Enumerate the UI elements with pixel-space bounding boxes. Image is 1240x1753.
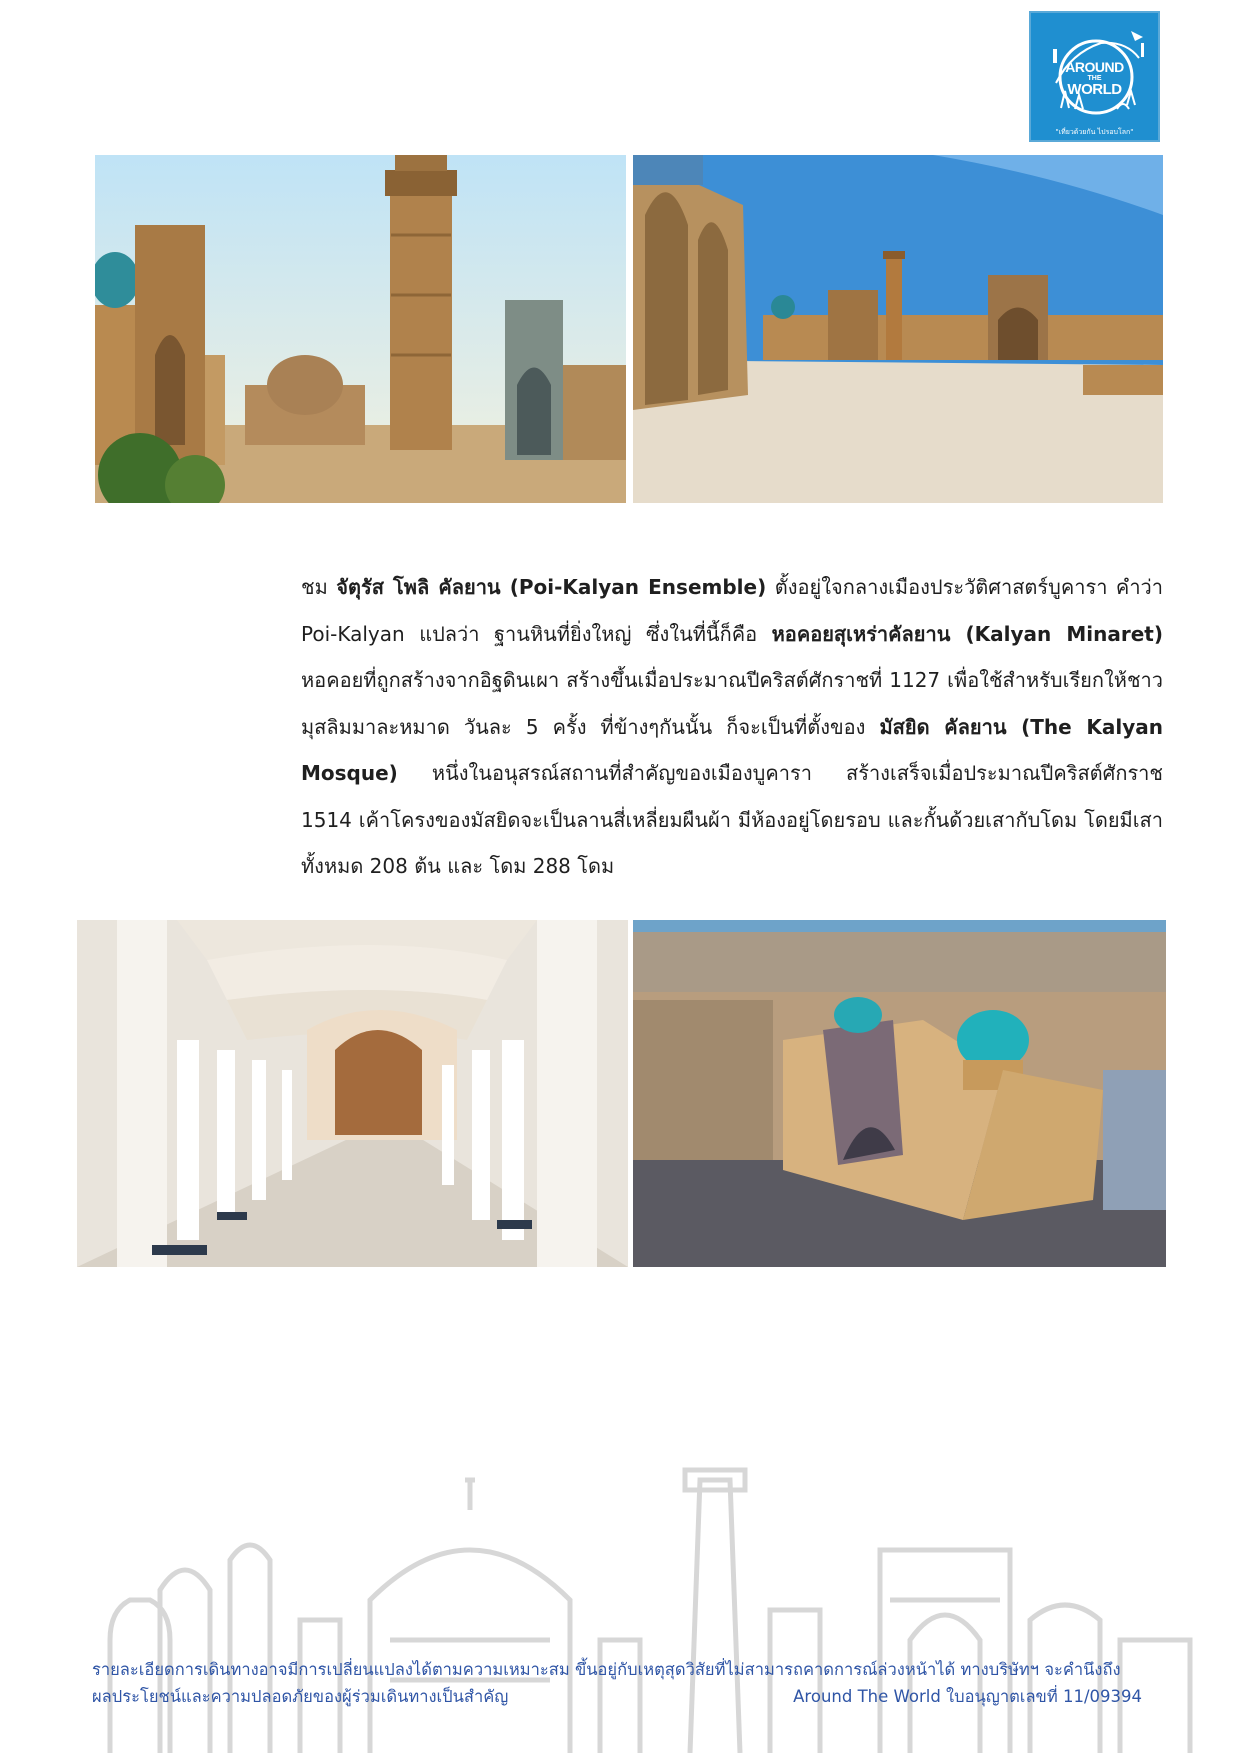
text-run: หอคอยที่ถูกสร้างจากอิฐดินเผา สร้างขึ้นเมื่อประมาณปีคริสต์ศักราชที่ 1127 เพื่อใช้สำหรับเรียกให้ชาวมุสลิมมาละหมาด วันละ 5 ครั้ง ที่ข้างๆกันนั้น ก็จะเป็นที่ตั้งของ	[301, 668, 1163, 739]
description-paragraph	[301, 564, 1163, 890]
footer-line2	[92, 1684, 1142, 1710]
logo-text-world: WORLD	[1067, 81, 1122, 98]
logo-text-the: THE	[1087, 75, 1102, 82]
photo-aerial-madrasa	[633, 920, 1166, 1267]
footer-disclaimer-line2: ผลประโยชน์และความปลอดภัยของผู้ร่วมเดินทางเป็นสำคัญ	[92, 1687, 509, 1706]
text-run: ชม	[301, 575, 337, 599]
kalyan-minaret-name: หอคอยสุเหร่าคัลยาน (Kalyan Minaret)	[771, 621, 1163, 646]
photo-poi-kalyan-square	[95, 155, 626, 503]
footer-license: Around The World ใบอนุญาตเลขที่ 11/09394	[793, 1687, 1142, 1706]
footer-disclaimer-line1: รายละเอียดการเดินทางอาจมีการเปลี่ยนแปลงได้ตามความเหมาะสม ขึ้นอยู่กับเหตุสุดวิสัยที่ไม่สามารถคาดการณ์ล่วงหน้าได้ ทางบริษัทฯ จะคำนึงถึง	[92, 1660, 1121, 1679]
logo-slogan: "เที่ยวด้วยกัน ไปรอบโลก"	[1055, 128, 1134, 136]
logo-text-around: AROUND	[1065, 59, 1124, 75]
poi-kalyan-name: จัตุรัส โพลิ คัลยาน (Poi-Kalyan Ensemble)	[336, 575, 767, 599]
company-logo	[1029, 11, 1160, 142]
kalyan-mosque-name: มัสยิด คัลยาน (The Kalyan Mosque)	[301, 714, 1163, 785]
text-run: หนึ่งในอนุสรณ์สถานที่สำคัญของเมืองบูคารา สร้างเสร็จเมื่อประมาณปีคริสต์ศักราช 1514 เค้าโครงของมัสยิดจะเป็นลานสี่เหลี่ยมผืนผ้า มีห้องอยู่โดยรอบ และกั้นด้วยเสากับโดม โดยมีเสาทั้งหมด 208 ต้น และ โดม 288 โดม	[301, 761, 1163, 878]
photo-white-colonnade	[77, 920, 628, 1267]
photo-kalyan-mosque-courtyard	[633, 155, 1163, 503]
text-run: ตั้งอยู่ใจกลางเมืองประวัติศาสตร์บูคารา คำว่า Poi-Kalyan แปลว่า ฐานหินที่ยิ่งใหญ่ ซึ่งในที่นี้ก็คือ	[301, 575, 1164, 646]
